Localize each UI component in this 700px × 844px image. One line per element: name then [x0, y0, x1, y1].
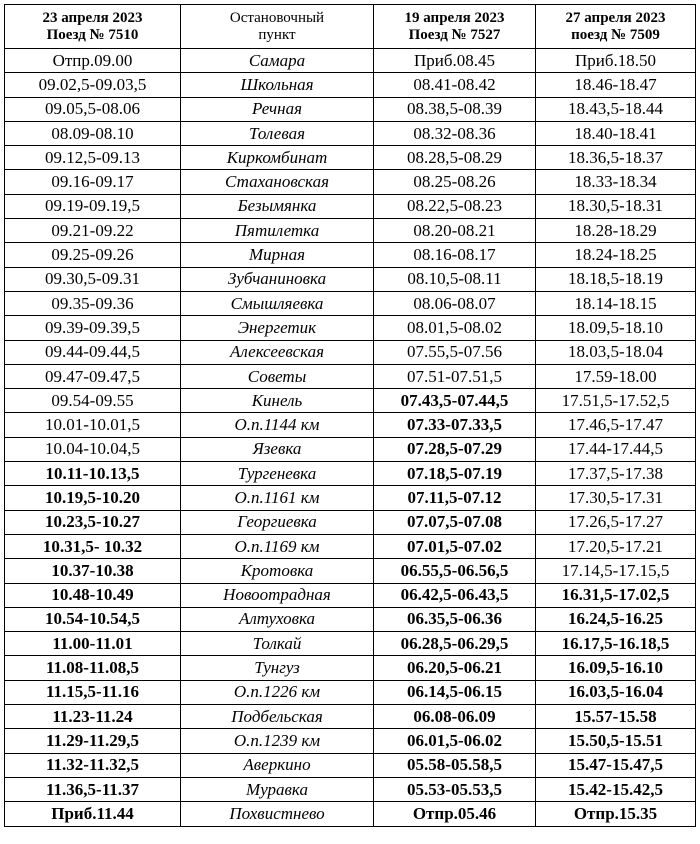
station-name-cell: Мирная [181, 243, 374, 267]
station-name-cell: Энергетик [181, 316, 374, 340]
schedule-row [5, 340, 696, 364]
station-name-cell: Толкай [181, 632, 374, 656]
train-7527-time-cell: 08.28,5-08.29 [374, 146, 536, 170]
station-name-cell: Кротовка [181, 559, 374, 583]
train-7510-time-cell: 11.15,5-11.16 [5, 680, 181, 704]
schedule-row [5, 729, 696, 753]
train-7510-time-cell: 11.32-11.32,5 [5, 753, 181, 777]
train-7510-time-cell: 10.37-10.38 [5, 559, 181, 583]
schedule-row [5, 219, 696, 243]
train-7510-time-cell: 11.36,5-11.37 [5, 777, 181, 801]
schedule-row [5, 146, 696, 170]
train-7527-time-cell: 08.22,5-08.23 [374, 194, 536, 218]
header-station-line2: пункт [258, 26, 296, 43]
train-7527-time-cell: 07.07,5-07.08 [374, 510, 536, 534]
train-7510-time-cell: 11.23-11.24 [5, 705, 181, 729]
train-7510-time-cell: 10.01-10.01,5 [5, 413, 181, 437]
train-7510-time-cell: 09.35-09.36 [5, 291, 181, 315]
schedule-row [5, 170, 696, 194]
header-train-7527 [374, 5, 536, 49]
train-7509-time-cell: 17.46,5-17.47 [536, 413, 696, 437]
schedule-row [5, 753, 696, 777]
train-7509-time-cell: 18.36,5-18.37 [536, 146, 696, 170]
schedule-row [5, 267, 696, 291]
train-7527-time-cell: 06.08-06.09 [374, 705, 536, 729]
train-7509-time-cell: 18.46-18.47 [536, 73, 696, 97]
train-7527-time-cell: 05.53-05.53,5 [374, 777, 536, 801]
train-7510-time-cell: 10.04-10.04,5 [5, 437, 181, 461]
train-7509-time-cell: 18.09,5-18.10 [536, 316, 696, 340]
train-7510-time-cell: 09.19-09.19,5 [5, 194, 181, 218]
station-name-cell: Тургеневка [181, 462, 374, 486]
train-7510-time-cell: 09.25-09.26 [5, 243, 181, 267]
train-7509-time-cell: 17.59-18.00 [536, 364, 696, 388]
schedule-body [5, 49, 696, 827]
station-name-cell: Муравка [181, 777, 374, 801]
station-name-cell: Советы [181, 364, 374, 388]
station-name-cell: Речная [181, 97, 374, 121]
train-7527-time-cell: 08.06-08.07 [374, 291, 536, 315]
train-7509-time-cell: 15.42-15.42,5 [536, 777, 696, 801]
train-7509-time-cell: 17.51,5-17.52,5 [536, 389, 696, 413]
header-row [5, 5, 696, 49]
station-name-cell: Пятилетка [181, 219, 374, 243]
train-7509-time-cell: 18.40-18.41 [536, 121, 696, 145]
train-7527-time-cell: 08.10,5-08.11 [374, 267, 536, 291]
station-name-cell: Аверкино [181, 753, 374, 777]
train-7527-time-cell: 07.28,5-07.29 [374, 437, 536, 461]
station-name-cell: Школьная [181, 73, 374, 97]
station-name-cell: Похвистнево [181, 802, 374, 826]
train-7527-time-cell: 08.20-08.21 [374, 219, 536, 243]
schedule-row [5, 97, 696, 121]
train-7510-time-cell: 09.16-09.17 [5, 170, 181, 194]
train-7509-time-cell: 16.17,5-16.18,5 [536, 632, 696, 656]
train-7527-time-cell: 07.01,5-07.02 [374, 534, 536, 558]
train-7509-time-cell: 17.14,5-17.15,5 [536, 559, 696, 583]
station-name-cell: Язевка [181, 437, 374, 461]
schedule-row [5, 705, 696, 729]
train-7527-time-cell: Отпр.05.46 [374, 802, 536, 826]
station-name-cell: Толевая [181, 121, 374, 145]
station-name-cell: Алексеевская [181, 340, 374, 364]
schedule-row [5, 437, 696, 461]
train-7527-time-cell: 07.51-07.51,5 [374, 364, 536, 388]
station-name-cell: Георгиевка [181, 510, 374, 534]
schedule-row [5, 583, 696, 607]
station-name-cell: Киркомбинат [181, 146, 374, 170]
train-7527-time-cell: 07.33-07.33,5 [374, 413, 536, 437]
train-7510-time-cell: 10.31,5- 10.32 [5, 534, 181, 558]
train-7510-time-cell: 10.48-10.49 [5, 583, 181, 607]
train-7527-time-cell: 06.20,5-06.21 [374, 656, 536, 680]
train-7527-time-cell: Приб.08.45 [374, 49, 536, 73]
train-7509-time-cell: 15.47-15.47,5 [536, 753, 696, 777]
train-7527-time-cell: 08.38,5-08.39 [374, 97, 536, 121]
train-7527-time-cell: 07.55,5-07.56 [374, 340, 536, 364]
schedule-row [5, 486, 696, 510]
train-7509-time-cell: 16.31,5-17.02,5 [536, 583, 696, 607]
train-7509-time-cell: 16.03,5-16.04 [536, 680, 696, 704]
schedule-row [5, 510, 696, 534]
train-7510-time-cell: 09.47-09.47,5 [5, 364, 181, 388]
train-7510-time-cell: 10.11-10.13,5 [5, 462, 181, 486]
header-train-7510-number: Поезд № 7510 [46, 26, 139, 43]
train-7527-time-cell: 08.25-08.26 [374, 170, 536, 194]
header-train-7509-date: 27 апреля 2023 [565, 9, 666, 26]
train-7509-time-cell: 18.33-18.34 [536, 170, 696, 194]
train-7527-time-cell: 06.28,5-06.29,5 [374, 632, 536, 656]
train-7510-time-cell: 10.54-10.54,5 [5, 607, 181, 631]
train-7509-time-cell: 16.09,5-16.10 [536, 656, 696, 680]
schedule-row [5, 607, 696, 631]
schedule-row [5, 291, 696, 315]
train-7509-time-cell: Отпр.15.35 [536, 802, 696, 826]
station-name-cell: Подбельская [181, 705, 374, 729]
station-name-cell: Зубчаниновка [181, 267, 374, 291]
schedule-row [5, 632, 696, 656]
schedule-row [5, 462, 696, 486]
train-7509-time-cell: 18.28-18.29 [536, 219, 696, 243]
schedule-row [5, 389, 696, 413]
train-7510-time-cell: 09.54-09.55 [5, 389, 181, 413]
schedule-row [5, 559, 696, 583]
train-7510-time-cell: 09.12,5-09.13 [5, 146, 181, 170]
train-7509-time-cell: 17.30,5-17.31 [536, 486, 696, 510]
train-7527-time-cell: 06.55,5-06.56,5 [374, 559, 536, 583]
train-7509-time-cell: Приб.18.50 [536, 49, 696, 73]
station-name-cell: О.п.1161 км [181, 486, 374, 510]
train-7527-time-cell: 06.42,5-06.43,5 [374, 583, 536, 607]
schedule-row [5, 49, 696, 73]
train-7509-time-cell: 18.18,5-18.19 [536, 267, 696, 291]
station-name-cell: О.п.1226 км [181, 680, 374, 704]
schedule-row [5, 73, 696, 97]
schedule-row [5, 316, 696, 340]
train-7509-time-cell: 15.57-15.58 [536, 705, 696, 729]
train-7510-time-cell: Приб.11.44 [5, 802, 181, 826]
schedule-row [5, 680, 696, 704]
train-7510-time-cell: 10.23,5-10.27 [5, 510, 181, 534]
train-7527-time-cell: 06.01,5-06.02 [374, 729, 536, 753]
train-7527-time-cell: 07.11,5-07.12 [374, 486, 536, 510]
header-train-7527-number: Поезд № 7527 [408, 26, 501, 43]
train-7509-time-cell: 18.24-18.25 [536, 243, 696, 267]
station-name-cell: О.п.1144 км [181, 413, 374, 437]
train-7509-time-cell: 16.24,5-16.25 [536, 607, 696, 631]
train-7527-time-cell: 08.16-08.17 [374, 243, 536, 267]
train-7509-time-cell: 18.43,5-18.44 [536, 97, 696, 121]
header-train-7510-date: 23 апреля 2023 [42, 9, 143, 26]
schedule-row [5, 656, 696, 680]
train-7509-time-cell: 17.26,5-17.27 [536, 510, 696, 534]
train-7509-time-cell: 15.50,5-15.51 [536, 729, 696, 753]
train-7510-time-cell: 09.05,5-08.06 [5, 97, 181, 121]
schedule-row [5, 243, 696, 267]
header-station-line1: Остановочный [229, 9, 325, 26]
station-name-cell: О.п.1239 км [181, 729, 374, 753]
train-7509-time-cell: 17.44-17.44,5 [536, 437, 696, 461]
train-7509-time-cell: 17.20,5-17.21 [536, 534, 696, 558]
train-7527-time-cell: 08.01,5-08.02 [374, 316, 536, 340]
schedule-row [5, 364, 696, 388]
train-7527-time-cell: 08.32-08.36 [374, 121, 536, 145]
schedule-row [5, 534, 696, 558]
train-7510-time-cell: 09.39-09.39,5 [5, 316, 181, 340]
train-7510-time-cell: 09.30,5-09.31 [5, 267, 181, 291]
train-7509-time-cell: 18.14-18.15 [536, 291, 696, 315]
schedule-table [4, 4, 696, 827]
header-train-7509-number: поезд № 7509 [571, 26, 660, 43]
station-name-cell: Безымянка [181, 194, 374, 218]
train-7510-time-cell: 11.00-11.01 [5, 632, 181, 656]
train-7527-time-cell: 06.35,5-06.36 [374, 607, 536, 631]
train-7510-time-cell: 09.44-09.44,5 [5, 340, 181, 364]
header-train-7527-date: 19 апреля 2023 [404, 9, 505, 26]
schedule-row [5, 777, 696, 801]
station-name-cell: Стахановская [181, 170, 374, 194]
train-7510-time-cell: 08.09-08.10 [5, 121, 181, 145]
train-7509-time-cell: 18.03,5-18.04 [536, 340, 696, 364]
schedule-row [5, 121, 696, 145]
station-name-cell: Новоотрадная [181, 583, 374, 607]
train-7510-time-cell: 09.21-09.22 [5, 219, 181, 243]
header-train-7510 [5, 5, 181, 49]
train-7509-time-cell: 18.30,5-18.31 [536, 194, 696, 218]
train-7527-time-cell: 08.41-08.42 [374, 73, 536, 97]
station-name-cell: Самара [181, 49, 374, 73]
station-name-cell: О.п.1169 км [181, 534, 374, 558]
station-name-cell: Кинель [181, 389, 374, 413]
station-name-cell: Алтуховка [181, 607, 374, 631]
train-7510-time-cell: Отпр.09.00 [5, 49, 181, 73]
train-7510-time-cell: 11.29-11.29,5 [5, 729, 181, 753]
train-7509-time-cell: 17.37,5-17.38 [536, 462, 696, 486]
header-train-7509 [536, 5, 696, 49]
schedule-row [5, 194, 696, 218]
schedule-row [5, 413, 696, 437]
train-7510-time-cell: 10.19,5-10.20 [5, 486, 181, 510]
train-7527-time-cell: 05.58-05.58,5 [374, 753, 536, 777]
station-name-cell: Смышляевка [181, 291, 374, 315]
header-station [181, 5, 374, 49]
train-7527-time-cell: 06.14,5-06.15 [374, 680, 536, 704]
train-7510-time-cell: 09.02,5-09.03,5 [5, 73, 181, 97]
train-7527-time-cell: 07.18,5-07.19 [374, 462, 536, 486]
station-name-cell: Тунгуз [181, 656, 374, 680]
train-7527-time-cell: 07.43,5-07.44,5 [374, 389, 536, 413]
train-7510-time-cell: 11.08-11.08,5 [5, 656, 181, 680]
schedule-row [5, 802, 696, 826]
